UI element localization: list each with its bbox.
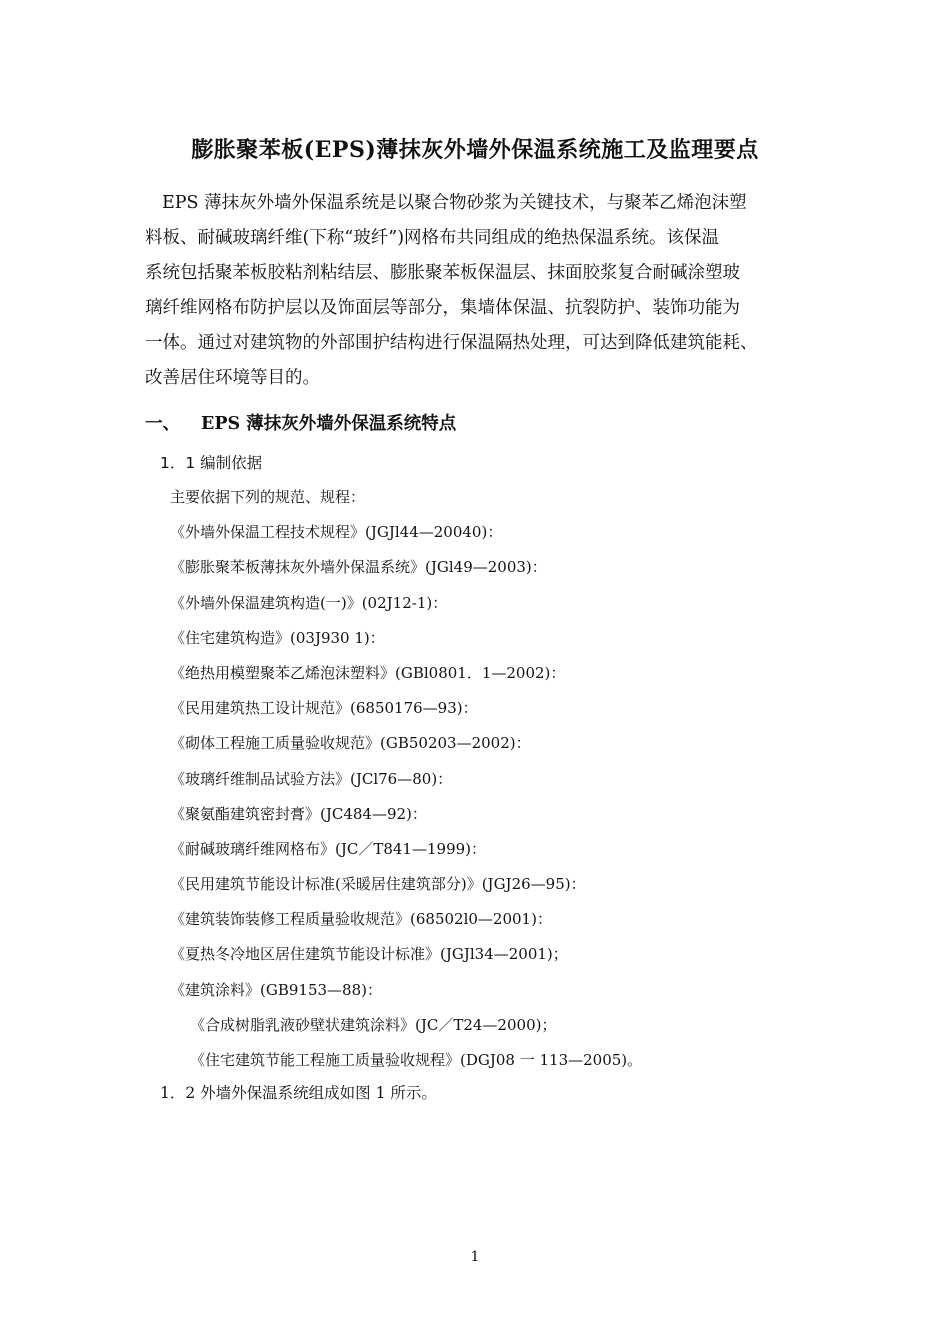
page-number: 1 bbox=[470, 1249, 480, 1265]
reference-item: 《民用建筑热工设计规范》(6850176—93)： bbox=[170, 699, 478, 718]
document-title: 膨胀聚苯板(EPS)薄抹灰外墙外保温系统施工及监理要点 bbox=[191, 137, 759, 163]
subsection-heading-1-1: 1．1 编制依据 bbox=[160, 454, 263, 472]
reference-item: 《耐碱玻璃纤维网格布》(JC／T841—1999)： bbox=[170, 839, 487, 858]
refs-intro: 主要依据下列的规范、规程： bbox=[170, 488, 366, 506]
reference-item: 《外墙外保温工程技术规程》(JGJl44—20040)： bbox=[170, 523, 503, 542]
section-number: 一、 bbox=[145, 414, 180, 434]
reference-item: 《外墙外保温建筑构造(一)》(02J12-1)： bbox=[170, 593, 448, 612]
intro-line: 一体。通过对建筑物的外部围护结构进行保温隔热处理，可达到降低建筑能耗、 bbox=[145, 333, 758, 353]
intro-line: 料板、耐碱玻璃纤维(下称“玻纤”)网格布共同组成的绝热保温系统。该保温 bbox=[145, 228, 720, 248]
subsection-heading-1-2: 1．2 外墙外保温系统组成如图 1 所示。 bbox=[160, 1084, 437, 1102]
reference-item-indented: 《合成树脂乳液砂壁状建筑涂料》(JC／T24—2000)； bbox=[190, 1015, 557, 1034]
reference-item: 《绝热用模塑聚苯乙烯泡沫塑料》(GBl0801．1—2002)： bbox=[170, 663, 566, 682]
intro-line: EPS 薄抹灰外墙外保温系统是以聚合物砂浆为关键技术，与聚苯乙烯泡沫塑 bbox=[162, 193, 747, 213]
reference-item: 《夏热冬冷地区居住建筑节能设计标准》(JGJl34—2001)； bbox=[170, 945, 568, 964]
section-title: EPS 薄抹灰外墙外保温系统特点 bbox=[201, 414, 457, 434]
reference-item: 《砌体工程施工质量验收规范》(GB50203—2002)： bbox=[170, 734, 531, 753]
intro-line: 璃纤维网格布防护层以及饰面层等部分，集墙体保温、抗裂防护、装饰功能为 bbox=[145, 298, 740, 318]
reference-item: 《聚氨酯建筑密封膏》(JC484—92)： bbox=[170, 804, 427, 823]
reference-item: 《建筑装饰装修工程质量验收规范》(68502l0—2001)： bbox=[170, 910, 552, 929]
reference-list bbox=[170, 486, 642, 1084]
reference-item: 《玻璃纤维制品试验方法》(JCl76—80)： bbox=[170, 769, 453, 788]
intro-paragraph bbox=[145, 186, 835, 396]
reference-item-indented: 《住宅建筑节能工程施工质量验收规程》(DGJ08 一 113—2005)。 bbox=[190, 1051, 643, 1069]
intro-line: 系统包括聚苯板胶粘剂粘结层、膨胀聚苯板保温层、抹面胶浆复合耐碱涂塑玻 bbox=[145, 263, 740, 283]
intro-line: 改善居住环境等目的。 bbox=[145, 368, 320, 388]
reference-item: 《民用建筑节能设计标准(采暖居住建筑部分)》(JGJ26—95)： bbox=[170, 875, 586, 894]
section-heading-1 bbox=[145, 410, 456, 435]
reference-item: 《住宅建筑构造》(03J930 1)： bbox=[170, 628, 385, 647]
reference-item: 《膨胀聚苯板薄抹灰外墙外保温系统》(JGl49—2003)： bbox=[170, 558, 547, 577]
reference-item: 《建筑涂料》(GB9153—88)： bbox=[170, 980, 382, 999]
